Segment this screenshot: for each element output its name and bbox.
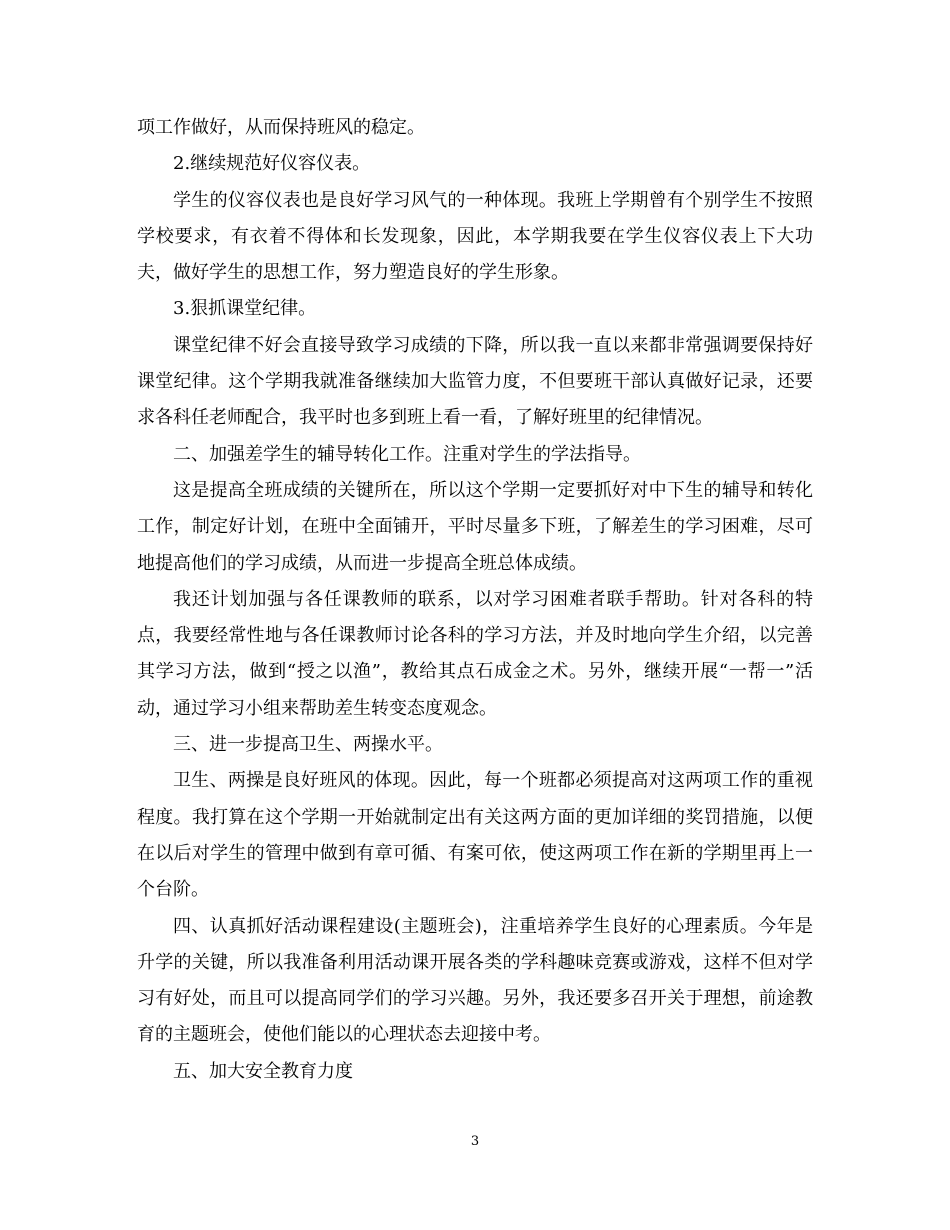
- paragraph-teacher-contact: 我还计划加强与各任课教师的联系，以对学习困难者联手帮助。针对各科的特点，我要经常性地与各任课教师讨论各科的学习方法，并及时地向学生介绍，以完善其学习方法，做到“授之以渔”，教给其点石成金之术。另外，继续开展“一帮一”活动，通过学习小组来帮助差生转变态度观念。: [137, 588, 813, 719]
- paragraph-appearance: 学生的仪容仪表也是良好学习风气的一种体现。我班上学期曾有个别学生不按照学校要求，有衣着不得体和长发现象，因此，本学期我要在学生仪容仪表上下大功夫，做好学生的思想工作，努力塑造良好的学生形象。: [137, 189, 813, 284]
- section-heading-2: 二、加强差学生的辅导转化工作。注重对学生的学法指导。: [173, 443, 641, 465]
- paragraph-key-point: 这是提高全班成绩的关键所在，所以这个学期一定要抓好对中下生的辅导和转化工作，制定好计划，在班中全面铺开，平时尽量多下班，了解差生的学习困难，尽可地提高他们的学习成绩，从而进一步提高全班总体成绩。: [137, 479, 813, 574]
- section-heading-4: 四、认真抓好活动课程建设(主题班会)，注重培养学生良好的心理素质。今年是升学的关键，所以我准备利用活动课开展各类的学科趣味竞赛或游戏，这样不但对学习有好处，而且可以提高同学们的学习兴趣。另外，我还要多召开关于理想，前途教育的主题班会，使他们能以的心理状态去迎接中考。: [137, 915, 813, 1046]
- document-body: [137, 110, 813, 1090]
- section-heading-5: 五、加大安全教育力度: [173, 1060, 353, 1082]
- heading-2-appearance: 2.继续规范好仪容仪表。: [173, 153, 371, 175]
- heading-3-discipline: 3.狠抓课堂纪律。: [173, 298, 317, 320]
- section-heading-3: 三、进一步提高卫生、两操水平。: [173, 734, 443, 756]
- paragraph-hygiene: 卫生、两操是良好班风的体现。因此，每一个班都必须提高对这两项工作的重视程度。我打算在这个学期一开始就制定出有关这两方面的更加详细的奖罚措施，以便在以后对学生的管理中做到有章可循、有案可依，使这两项工作在新的学期里再上一个台阶。: [137, 770, 813, 901]
- paragraph-discipline: 课堂纪律不好会直接导致学习成绩的下降，所以我一直以来都非常强调要保持好课堂纪律。这个学期我就准备继续加大监管力度，不但要班干部认真做好记录，还要求各科任老师配合，我平时也多到班上看一看，了解好班里的纪律情况。: [137, 334, 813, 429]
- page-number: 3: [470, 1134, 480, 1149]
- paragraph-continuation: 项工作做好，从而保持班风的稳定。: [137, 117, 425, 138]
